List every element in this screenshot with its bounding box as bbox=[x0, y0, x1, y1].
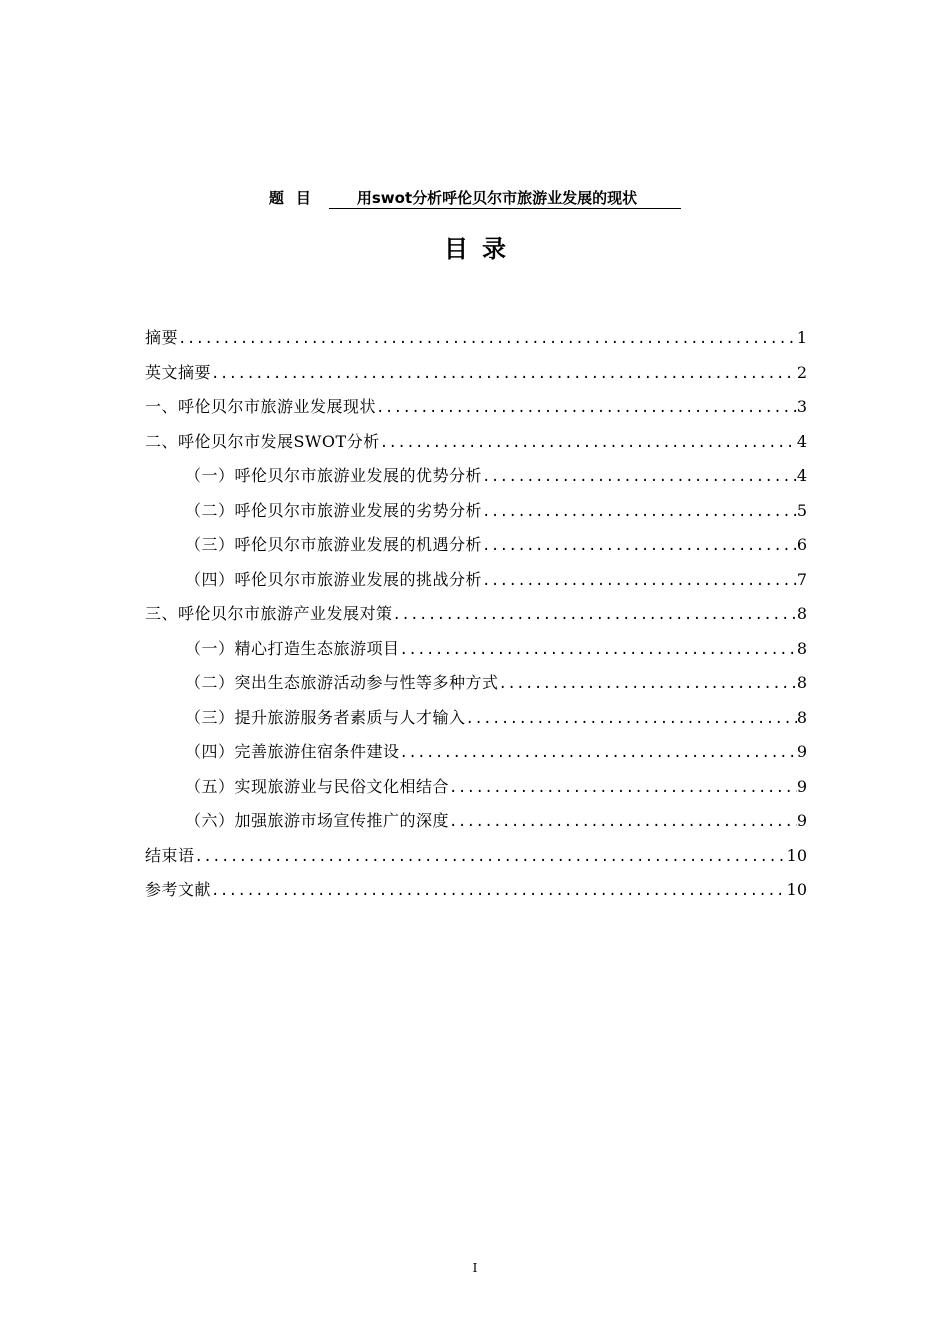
toc-dot-leader bbox=[211, 874, 787, 908]
toc-dot-leader bbox=[211, 357, 797, 391]
toc-entry-page: 7 bbox=[796, 569, 807, 589]
toc-entry[interactable] bbox=[145, 528, 807, 563]
toc-entry-page: 5 bbox=[796, 500, 807, 520]
toc-dot-leader bbox=[482, 495, 797, 529]
toc-entry-label: （四）完善旅游住宿条件建设 bbox=[185, 742, 400, 761]
toc-entry[interactable] bbox=[145, 494, 807, 529]
toc-entry[interactable] bbox=[145, 839, 807, 874]
toc-dot-leader bbox=[482, 564, 797, 598]
toc-dot-leader bbox=[380, 426, 797, 460]
toc-entry-page: 9 bbox=[796, 776, 807, 796]
toc-dot-leader bbox=[178, 322, 797, 356]
toc-entry[interactable] bbox=[145, 632, 807, 667]
toc-entry-label: 英文摘要 bbox=[145, 362, 212, 382]
toc-entry[interactable] bbox=[145, 873, 807, 908]
toc-entry-page: 8 bbox=[796, 604, 807, 623]
toc-title: 目录 bbox=[444, 235, 520, 263]
toc-dot-leader bbox=[482, 460, 797, 494]
toc-entry-page: 10 bbox=[786, 880, 807, 899]
toc-entry[interactable] bbox=[145, 701, 807, 736]
toc-entry-label: （二）呼伦贝尔市旅游业发展的劣势分析 bbox=[185, 500, 483, 520]
subject-line bbox=[0, 186, 950, 210]
toc-entry-page: 1 bbox=[796, 328, 807, 347]
toc-entry[interactable] bbox=[145, 459, 807, 494]
toc-entry-label: （五）实现旅游业与民俗文化相结合 bbox=[185, 776, 450, 796]
toc-entry-label: （二）突出生态旅游活动参与性等多种方式 bbox=[185, 673, 499, 692]
toc-entry-label: （一）精心打造生态旅游项目 bbox=[185, 638, 400, 658]
toc-entry[interactable] bbox=[145, 563, 807, 598]
page-number: I bbox=[472, 1261, 478, 1275]
toc-dot-leader bbox=[482, 529, 797, 563]
toc-dot-leader bbox=[400, 633, 797, 667]
toc-entry-page: 8 bbox=[796, 638, 807, 658]
toc-entry-label: 一、呼伦贝尔市旅游业发展现状 bbox=[145, 397, 377, 416]
toc-entry-label: （一）呼伦贝尔市旅游业发展的优势分析 bbox=[185, 466, 483, 485]
toc-dot-leader bbox=[376, 391, 797, 425]
toc-entry[interactable] bbox=[145, 597, 807, 632]
toc-entry[interactable] bbox=[145, 390, 807, 425]
toc-entry-label: （三）提升旅游服务者素质与人才输入 bbox=[185, 707, 466, 727]
toc-entry-label: 结束语 bbox=[145, 845, 195, 865]
toc-dot-leader bbox=[195, 840, 787, 874]
toc-dot-leader bbox=[449, 771, 797, 805]
toc-dot-leader bbox=[466, 702, 797, 736]
toc-entry[interactable] bbox=[145, 735, 807, 770]
toc-entry-page: 3 bbox=[796, 397, 807, 416]
toc-entry[interactable] bbox=[145, 321, 807, 356]
toc-entry[interactable] bbox=[145, 804, 807, 839]
toc-dot-leader bbox=[449, 805, 797, 839]
toc-entry-page: 4 bbox=[796, 431, 807, 451]
toc-entry-label: （四）呼伦贝尔市旅游业发展的挑战分析 bbox=[185, 569, 483, 589]
toc-entry[interactable] bbox=[145, 356, 807, 391]
toc-entry-page: 6 bbox=[796, 535, 807, 554]
toc-entry-label: 参考文献 bbox=[145, 880, 212, 899]
toc-entry-page: 4 bbox=[796, 466, 807, 485]
toc-entry-page: 9 bbox=[796, 742, 807, 761]
toc-entry-label: 二、呼伦贝尔市发展SWOT分析 bbox=[145, 431, 380, 451]
toc-entry[interactable] bbox=[145, 666, 807, 701]
toc-entry-page: 8 bbox=[796, 707, 807, 727]
subject-value: 用swot分析呼伦贝尔市旅游业发展的现状 bbox=[329, 188, 681, 209]
toc-entry-page: 10 bbox=[786, 845, 807, 865]
toc-entry[interactable] bbox=[145, 425, 807, 460]
toc-entry-label: 三、呼伦贝尔市旅游产业发展对策 bbox=[145, 604, 393, 623]
toc-dot-leader bbox=[499, 667, 797, 701]
subject-label: 题目 bbox=[268, 189, 323, 207]
toc-entry-page: 9 bbox=[796, 811, 807, 830]
toc-entry-label: （三）呼伦贝尔市旅游业发展的机遇分析 bbox=[185, 535, 483, 554]
toc-dot-leader bbox=[400, 736, 797, 770]
toc-entry-label: （六）加强旅游市场宣传推广的深度 bbox=[185, 811, 450, 830]
toc-entry-label: 摘要 bbox=[145, 328, 179, 347]
toc-dot-leader bbox=[393, 598, 797, 632]
toc-entry-page: 2 bbox=[796, 362, 807, 382]
toc-entry-page: 8 bbox=[796, 673, 807, 692]
toc-entry[interactable] bbox=[145, 770, 807, 805]
table-of-contents bbox=[145, 321, 807, 908]
